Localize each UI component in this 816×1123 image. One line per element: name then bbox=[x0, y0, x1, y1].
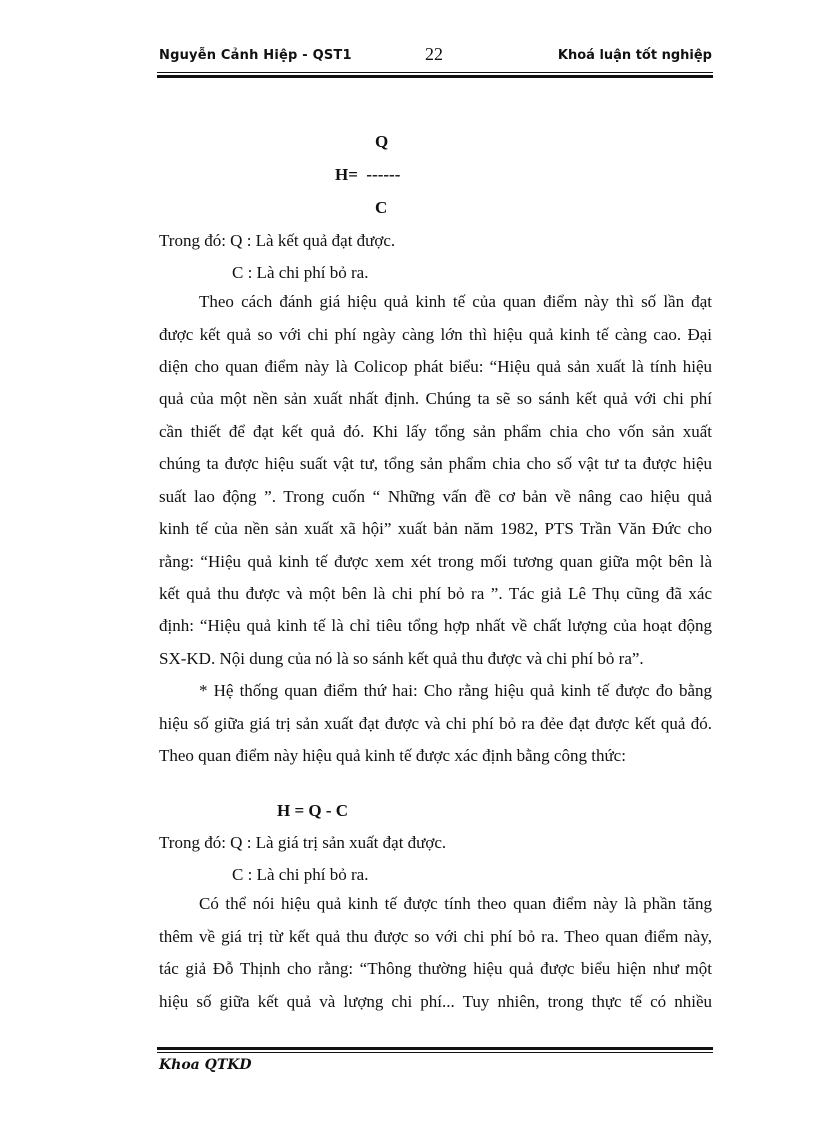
footer-rule-thick bbox=[157, 1047, 713, 1050]
where1-line2: C : Là chi phí bỏ ra. bbox=[232, 263, 369, 282]
header-rule-thick bbox=[157, 75, 713, 78]
p1-line: cần thiết để đạt kết quả đó. Khi lấy tổng sản phẩm chia cho vốn sản xuất bbox=[159, 422, 712, 441]
p1-line: diện cho quan điểm này là Colicop phát biểu: “Hiệu quả sản xuất là tính hiệu bbox=[159, 357, 712, 376]
p1-line: chúng ta được hiệu suất vật tư, tổng sản phẩm chia cho số vật tư ta được hiệu bbox=[159, 454, 712, 473]
p3-line: thêm về giá trị từ kết quả thu được so với chi phí bỏ ra. Theo quan điểm này, bbox=[159, 927, 712, 946]
p1-line: rằng: “Hiệu quả kinh tế được xem xét trong mối tương quan giữa một bên là bbox=[159, 552, 712, 571]
header-author: Nguyễn Cảnh Hiệp - QST1 bbox=[159, 48, 352, 63]
footer-department: Khoa QTKD bbox=[159, 1057, 252, 1073]
p1-line: suất lao động ”. Trong cuốn “ Những vấn đề cơ bản về nâng cao hiệu quả bbox=[159, 487, 712, 506]
page-number: 22 bbox=[425, 44, 443, 64]
p1-line: Theo cách đánh giá hiệu quả kinh tế của quan điểm này thì số lần đạt bbox=[199, 292, 712, 311]
where1-line1: Trong đó: Q : Là kết quả đạt được. bbox=[159, 231, 396, 250]
p3-line: Có thể nói hiệu quả kinh tế được tính theo quan điểm này là phần tăng bbox=[199, 894, 712, 913]
p1-line: quả của một nền sản xuất nhất định. Chúng ta sẽ so sánh kết quả với chi phí bbox=[159, 389, 712, 408]
p1-line: định: “Hiệu quả kinh tế là chỉ tiêu tổng hợp nhất về chất lượng của hoạt động bbox=[159, 616, 712, 635]
formula2: H = Q - C bbox=[277, 801, 349, 820]
p3-line: hiệu số giữa kết quả và lượng chi phí... Tuy nhiên, trong thực tế có nhiều bbox=[159, 992, 712, 1011]
where2-line1: Trong đó: Q : Là giá trị sản xuất đạt được. bbox=[159, 833, 447, 852]
p1-line: kinh tế của nền sản xuất xã hội” xuất bản năm 1982, PTS Trần Văn Đức cho bbox=[159, 519, 712, 538]
formula1-numerator: Q bbox=[375, 132, 389, 151]
formula1-denominator: C bbox=[375, 198, 388, 217]
header-doc-type: Khoá luận tốt nghiệp bbox=[557, 48, 712, 63]
p1-line: kết quả thu được và một bên là chi phí bỏ ra ”. Tác giả Lê Thụ cũng đã xác bbox=[159, 584, 712, 603]
where2-line2: C : Là chi phí bỏ ra. bbox=[232, 865, 369, 884]
page-header bbox=[159, 44, 712, 68]
footer-rule-thin bbox=[157, 1052, 713, 1053]
p3-line: tác giả Đỗ Thịnh cho rằng: “Thông thường hiệu quả được biểu hiện như một bbox=[159, 959, 712, 978]
p2-line: * Hệ thống quan điểm thứ hai: Cho rằng hiệu quả kinh tế được đo bằng bbox=[199, 681, 712, 700]
p1-line: được kết quả so với chi phí ngày càng lớn thì hiệu quả kinh tế càng cao. Đại bbox=[159, 325, 712, 344]
header-rule-thin bbox=[157, 72, 713, 73]
p2-line: hiệu số giữa giá trị sản xuất đạt được và chi phí bỏ ra đẻe đạt được kết quả đó. bbox=[159, 714, 712, 733]
p2-line: Theo quan điểm này hiệu quả kinh tế được xác định bằng công thức: bbox=[159, 746, 626, 765]
formula1-lhs: H= ------ bbox=[335, 165, 401, 184]
p1-line: SX-KD. Nội dung của nó là so sánh kết quả thu được và chi phí bỏ ra”. bbox=[159, 649, 644, 668]
